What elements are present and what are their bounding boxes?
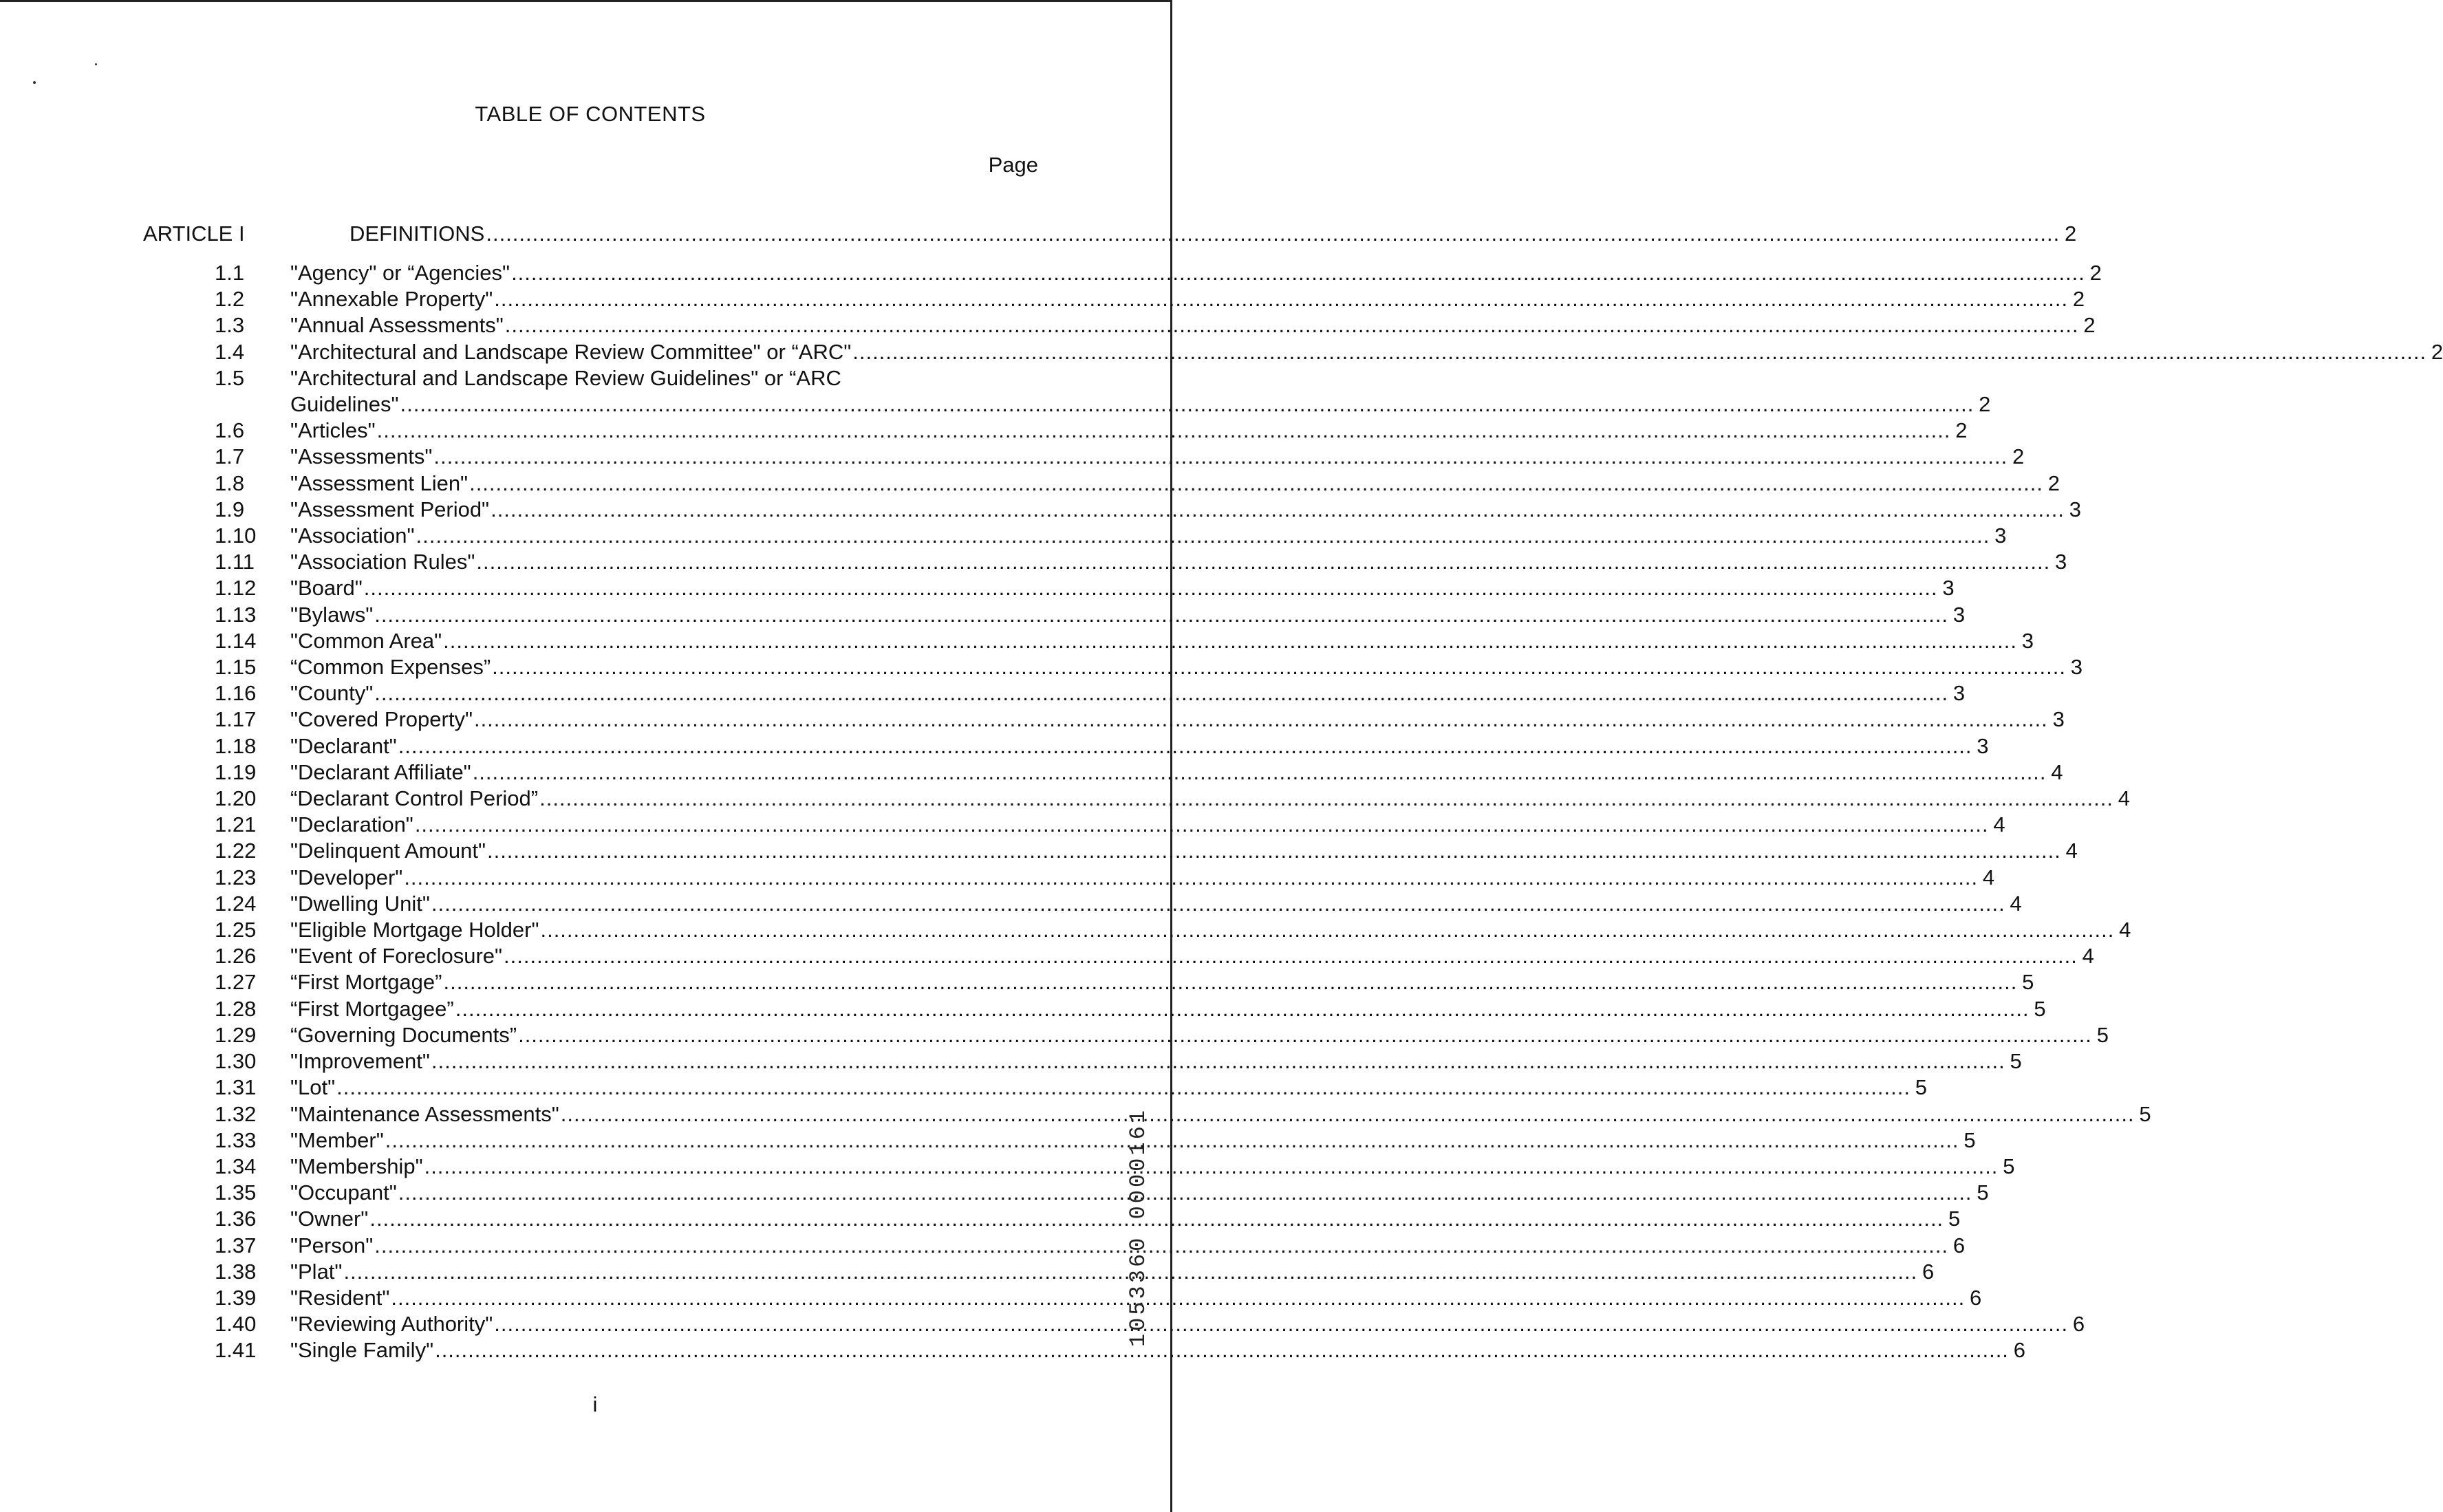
section-title: "Dwelling Unit" bbox=[290, 891, 430, 916]
dot-leader bbox=[336, 1074, 1911, 1101]
section-page: 3 bbox=[1952, 602, 1966, 627]
toc-entry bbox=[206, 471, 2060, 497]
dot-leader bbox=[492, 654, 2066, 680]
section-title: “Common Expenses” bbox=[290, 655, 491, 680]
bates-number: 1053360 0000161 bbox=[1126, 1108, 1151, 1348]
section-title: "Reviewing Authority" bbox=[290, 1312, 493, 1337]
section-title: "Owner" bbox=[290, 1207, 369, 1231]
section-title: "Association" bbox=[290, 523, 415, 548]
section-title: "Resident" bbox=[290, 1285, 390, 1310]
toc-entry bbox=[206, 1285, 1982, 1311]
toc-entry bbox=[206, 969, 2034, 995]
section-number: 1.41 bbox=[215, 1338, 257, 1363]
scan-speck bbox=[33, 81, 36, 84]
section-page: 5 bbox=[1963, 1127, 1976, 1152]
section-page: 5 bbox=[1977, 1180, 1989, 1205]
toc-entry bbox=[206, 759, 2063, 786]
section-number: 1.33 bbox=[215, 1127, 257, 1152]
dot-leader bbox=[505, 312, 2079, 338]
toc-entry bbox=[206, 523, 2007, 549]
section-page: 5 bbox=[1915, 1075, 1927, 1100]
article-number: ARTICLE I bbox=[143, 222, 245, 246]
dot-leader bbox=[415, 812, 1989, 838]
section-number: 1.25 bbox=[215, 918, 257, 942]
section-page: 4 bbox=[2119, 918, 2131, 942]
section-number: 1.39 bbox=[215, 1285, 257, 1310]
toc-entry bbox=[206, 786, 2130, 812]
toc-entry bbox=[206, 891, 2022, 917]
section-title: “First Mortgagee” bbox=[290, 996, 454, 1021]
section-number: 1.20 bbox=[215, 786, 257, 811]
section-number: 1.9 bbox=[215, 497, 245, 521]
section-page: 3 bbox=[1994, 523, 2007, 548]
section-title: "Annual Assessments" bbox=[290, 313, 504, 338]
section-title: "Architectural and Landscape Review Guidelines" or “ARC bbox=[290, 365, 841, 390]
section-page: 6 bbox=[2013, 1338, 2025, 1363]
toc-entry bbox=[206, 1074, 1927, 1101]
section-page: 3 bbox=[1952, 681, 1966, 706]
section-number: 1.31 bbox=[215, 1075, 257, 1100]
section-title: "Lot" bbox=[290, 1075, 336, 1100]
footer-page-number: i bbox=[592, 1392, 598, 1416]
section-title: "Event of Foreclosure" bbox=[290, 944, 503, 969]
section-page: 3 bbox=[1942, 576, 1955, 601]
section-number: 1.17 bbox=[215, 707, 257, 732]
section-number: 1.14 bbox=[215, 628, 257, 653]
toc-entry bbox=[206, 654, 2083, 680]
section-title: “First Mortgage” bbox=[290, 970, 442, 995]
section-number: 1.18 bbox=[215, 733, 257, 758]
section-page: 2 bbox=[2089, 261, 2102, 285]
section-number: 1.24 bbox=[215, 891, 257, 916]
section-number: 1.10 bbox=[215, 523, 257, 548]
section-page: 3 bbox=[2055, 550, 2067, 574]
section-title: "Declarant" bbox=[290, 733, 397, 758]
section-number: 1.28 bbox=[215, 996, 257, 1021]
section-title: "Common Area" bbox=[290, 628, 442, 653]
toc-entry bbox=[206, 1022, 2109, 1048]
section-title: "Assessment Period" bbox=[290, 497, 490, 521]
toc-entry bbox=[206, 628, 2034, 654]
toc-entry bbox=[206, 365, 1991, 418]
dot-leader bbox=[385, 1127, 1959, 1154]
section-number: 1.30 bbox=[215, 1049, 257, 1074]
toc-entry bbox=[206, 1154, 2015, 1180]
section-title: "Assessment Lien" bbox=[290, 471, 469, 495]
section-number: 1.22 bbox=[215, 839, 257, 863]
toc-entry bbox=[206, 1180, 1989, 1206]
toc-entry bbox=[206, 1048, 2022, 1074]
section-number: 1.6 bbox=[215, 418, 245, 443]
toc-entry bbox=[206, 680, 1966, 706]
dot-leader bbox=[494, 286, 2068, 312]
section-number: 1.8 bbox=[215, 471, 245, 495]
dot-leader bbox=[377, 418, 1951, 444]
section-number: 1.13 bbox=[215, 602, 257, 627]
toc-entry bbox=[206, 418, 1968, 444]
section-number: 1.16 bbox=[215, 681, 257, 706]
section-title: "Board" bbox=[290, 576, 363, 601]
dot-leader bbox=[469, 471, 2043, 497]
section-page: 3 bbox=[2021, 628, 2034, 653]
section-number: 1.19 bbox=[215, 759, 257, 784]
section-number: 1.1 bbox=[215, 261, 245, 285]
section-title: "Bylaws" bbox=[290, 602, 374, 627]
toc-entry bbox=[206, 602, 1966, 628]
section-number: 1.26 bbox=[215, 944, 257, 969]
dot-leader bbox=[540, 917, 2114, 943]
section-number: 1.34 bbox=[215, 1154, 257, 1178]
toc-entry bbox=[206, 1127, 1976, 1154]
section-title: "Articles" bbox=[290, 418, 376, 443]
section-page: 2 bbox=[2047, 471, 2060, 495]
section-page: 4 bbox=[1982, 865, 1995, 889]
section-title: “Governing Documents” bbox=[290, 1022, 517, 1047]
section-number: 1.11 bbox=[215, 550, 255, 574]
dot-leader bbox=[474, 706, 2048, 733]
toc-entry bbox=[206, 996, 2046, 1022]
toc-entry bbox=[206, 497, 2081, 523]
dot-leader bbox=[404, 865, 1978, 891]
page-column-header: Page bbox=[988, 153, 1038, 177]
section-title: "Annexable Property" bbox=[290, 287, 493, 312]
dot-leader bbox=[369, 1206, 1944, 1232]
toc-entry bbox=[206, 1206, 1961, 1232]
section-page: 2 bbox=[2083, 313, 2096, 338]
section-title: "Developer" bbox=[290, 865, 403, 889]
toc-entry bbox=[206, 549, 2067, 575]
toc-entry bbox=[206, 444, 2025, 470]
section-page: 5 bbox=[2022, 970, 2034, 995]
dot-leader bbox=[539, 786, 2113, 812]
section-page: 4 bbox=[2065, 839, 2078, 863]
section-title: "Plat" bbox=[290, 1259, 343, 1284]
dot-leader bbox=[433, 444, 2008, 470]
dot-leader bbox=[364, 575, 1938, 601]
section-page: 2 bbox=[2431, 339, 2443, 364]
section-title: "Architectural and Landscape Review Committee" or “ARC" bbox=[290, 339, 852, 364]
section-title: "Association Rules" bbox=[290, 550, 475, 574]
section-page: 2 bbox=[1955, 418, 1968, 443]
dot-leader bbox=[398, 1180, 1972, 1206]
section-title: "Declaration" bbox=[290, 812, 413, 837]
section-number: 1.15 bbox=[215, 655, 257, 680]
toc-entry bbox=[206, 260, 2102, 286]
dot-leader bbox=[491, 497, 2065, 523]
section-page: 3 bbox=[2069, 497, 2081, 521]
section-page: 3 bbox=[2052, 707, 2065, 732]
section-number: 1.29 bbox=[215, 1022, 257, 1047]
toc-entry bbox=[206, 838, 2078, 864]
section-number: 1.40 bbox=[215, 1312, 257, 1337]
dot-leader bbox=[424, 1154, 1999, 1180]
section-page: 5 bbox=[2003, 1154, 2015, 1178]
dot-leader bbox=[511, 260, 2085, 286]
dot-leader bbox=[476, 549, 2050, 575]
dot-leader bbox=[400, 391, 1974, 418]
section-page: 2 bbox=[1979, 392, 1991, 417]
section-page: 3 bbox=[2070, 655, 2083, 680]
section-title: "Membership" bbox=[290, 1154, 423, 1178]
dot-leader bbox=[486, 222, 2060, 246]
section-title: "Member" bbox=[290, 1127, 384, 1152]
section-number: 1.5 bbox=[215, 365, 245, 390]
article-page: 2 bbox=[2064, 222, 2077, 246]
section-page: 5 bbox=[1948, 1207, 1961, 1231]
section-title: "Single Family" bbox=[290, 1338, 434, 1363]
toc-entry bbox=[206, 575, 1955, 601]
section-title: “Declarant Control Period” bbox=[290, 786, 539, 811]
dot-leader bbox=[561, 1101, 2135, 1127]
toc-entry bbox=[206, 733, 1989, 759]
dot-leader bbox=[374, 1233, 1948, 1259]
section-number: 1.35 bbox=[215, 1180, 257, 1205]
toc-entry bbox=[206, 1101, 2151, 1127]
section-number: 1.23 bbox=[215, 865, 257, 889]
section-page: 5 bbox=[2139, 1101, 2151, 1126]
toc-entry bbox=[206, 286, 2085, 312]
toc-entry bbox=[206, 917, 2131, 943]
section-page: 6 bbox=[1952, 1233, 1966, 1257]
dot-leader bbox=[443, 628, 2017, 654]
dot-leader bbox=[518, 1022, 2092, 1048]
toc-entry bbox=[206, 1259, 1935, 1285]
section-number: 1.2 bbox=[215, 287, 245, 312]
section-title: "Assessments" bbox=[290, 444, 433, 469]
section-number: 1.3 bbox=[215, 313, 245, 338]
section-title: "Person" bbox=[290, 1233, 374, 1257]
section-page: 6 bbox=[1922, 1259, 1935, 1284]
section-page: 5 bbox=[2096, 1022, 2109, 1047]
section-number: 1.7 bbox=[215, 444, 245, 469]
section-title: "County" bbox=[290, 681, 374, 706]
toc-entry bbox=[206, 339, 2443, 365]
section-number: 1.37 bbox=[215, 1233, 257, 1257]
dot-leader bbox=[504, 943, 2078, 969]
dot-leader bbox=[391, 1285, 1965, 1311]
page-title: TABLE OF CONTENTS bbox=[475, 102, 706, 126]
toc-entry bbox=[206, 865, 1995, 891]
section-page: 5 bbox=[2010, 1049, 2022, 1074]
section-page: 4 bbox=[2082, 944, 2094, 969]
dot-leader bbox=[398, 733, 1972, 759]
section-number: 1.12 bbox=[215, 576, 257, 601]
section-page: 2 bbox=[2072, 287, 2085, 312]
toc-entry bbox=[206, 312, 2096, 338]
section-page: 5 bbox=[2034, 996, 2046, 1021]
dot-leader bbox=[455, 996, 2030, 1022]
dot-leader bbox=[487, 838, 2061, 864]
dot-leader bbox=[435, 1337, 2009, 1363]
toc-entry bbox=[206, 943, 2094, 969]
toc-entry bbox=[206, 706, 2065, 733]
section-number: 1.38 bbox=[215, 1259, 257, 1284]
section-title: "Agency" or “Agencies" bbox=[290, 261, 510, 285]
dot-leader bbox=[416, 523, 1990, 549]
dot-leader bbox=[852, 339, 2426, 365]
section-title: "Eligible Mortgage Holder" bbox=[290, 918, 539, 942]
dot-leader bbox=[374, 602, 1948, 628]
section-title: "Declarant Affiliate" bbox=[290, 759, 471, 784]
section-number: 1.21 bbox=[215, 812, 257, 837]
dot-leader bbox=[431, 891, 2005, 917]
section-number: 1.27 bbox=[215, 970, 257, 995]
section-page: 4 bbox=[2010, 891, 2022, 916]
toc-entry bbox=[206, 1337, 2025, 1363]
article-heading bbox=[143, 222, 2077, 249]
dot-leader bbox=[431, 1048, 2005, 1074]
toc-entry bbox=[206, 812, 2005, 838]
section-title: "Occupant" bbox=[290, 1180, 397, 1205]
section-page: 4 bbox=[2118, 786, 2130, 811]
dot-leader bbox=[443, 969, 2017, 995]
section-page: 4 bbox=[2051, 759, 2063, 784]
page-border-top bbox=[0, 0, 1172, 2]
section-page: 2 bbox=[2012, 444, 2025, 469]
section-page: 6 bbox=[1969, 1285, 1982, 1310]
section-title: "Maintenance Assessments" bbox=[290, 1101, 559, 1126]
scan-speck bbox=[95, 63, 97, 65]
article-title: DEFINITIONS bbox=[349, 222, 485, 246]
section-page: 6 bbox=[2072, 1312, 2085, 1337]
section-title: "Improvement" bbox=[290, 1049, 430, 1074]
section-page: 3 bbox=[1977, 733, 1989, 758]
section-title: "Delinquent Amount" bbox=[290, 839, 486, 863]
section-title: "Covered Property" bbox=[290, 707, 473, 732]
dot-leader bbox=[494, 1311, 2068, 1337]
dot-leader bbox=[374, 680, 1948, 706]
section-number: 1.4 bbox=[215, 339, 245, 364]
section-number: 1.36 bbox=[215, 1207, 257, 1231]
section-number: 1.32 bbox=[215, 1101, 257, 1126]
toc-entry bbox=[206, 1233, 1966, 1259]
dot-leader bbox=[473, 759, 2047, 786]
section-page: 4 bbox=[1993, 812, 2005, 837]
section-title: Guidelines" bbox=[290, 392, 399, 417]
toc-entry bbox=[206, 1311, 2085, 1337]
